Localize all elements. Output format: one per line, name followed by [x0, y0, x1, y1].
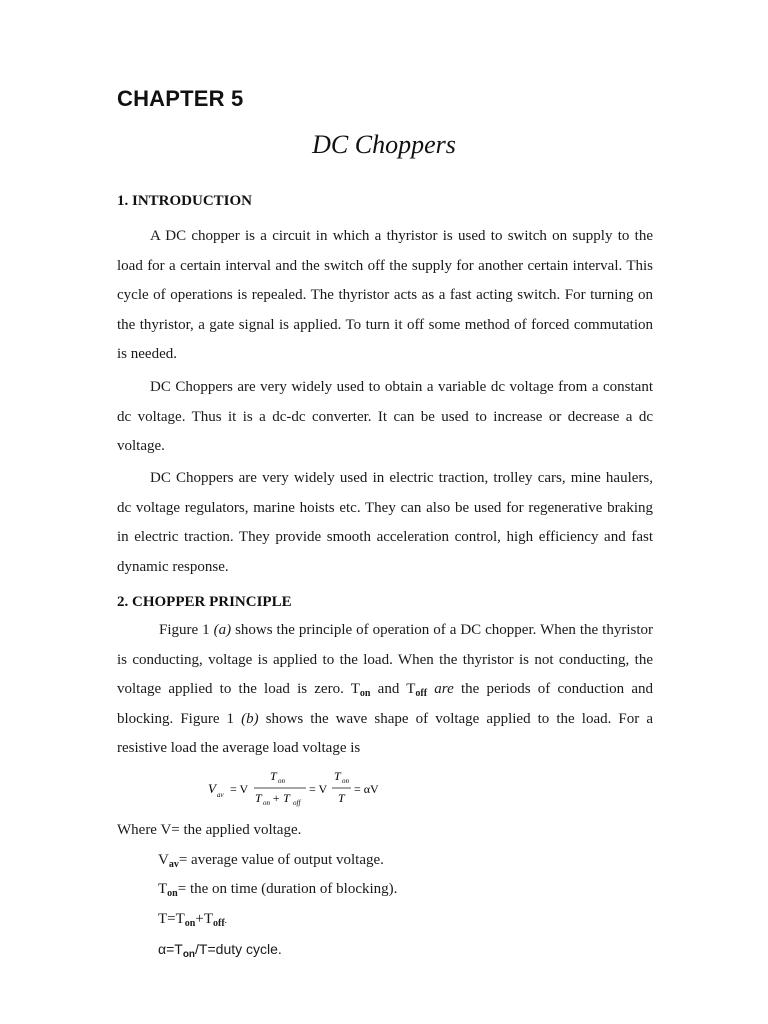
text-run: = average value of output voltage.: [178, 852, 384, 868]
formula-eq3: = αV: [354, 782, 379, 796]
text-run: and T: [370, 681, 416, 697]
text-run: /T=duty cycle.: [195, 941, 282, 957]
formula-num2-sub: on: [342, 777, 349, 785]
text-run: shows the principle of operation of a DC chopper. When the thyristor is conducting, voltage is applied to the load. When the thyristor is not conducting, the voltage applied to the load is zero. T: [117, 622, 653, 697]
formula-den2: T: [338, 791, 345, 805]
formula-lhs: V: [208, 781, 216, 796]
page-title: DC Choppers: [312, 130, 456, 159]
text-run: = the on time (duration of blocking).: [177, 881, 398, 897]
formula-den1-a: T: [255, 791, 262, 805]
definition-period: [158, 911, 227, 928]
text-run: shows the wave shape of voltage applied to the load. For a resistive load the average load voltage is: [117, 710, 653, 756]
formula-num1-sub: on: [278, 777, 285, 785]
subscript: off: [415, 688, 428, 699]
formula-lhs-sub: av: [217, 791, 224, 799]
formula-num2: T: [334, 769, 341, 783]
text-run: .: [224, 915, 227, 925]
formula-den1-plus: + T: [272, 791, 290, 805]
text-run: the periods of conduction and blocking. Figure 1: [117, 681, 653, 727]
subscript: on: [359, 688, 371, 699]
subscript: av: [168, 859, 179, 870]
section-heading-chopper-principle: 2. CHOPPER PRINCIPLE: [117, 594, 292, 610]
definition-vav: [158, 852, 384, 869]
definition-where: Where V= the applied voltage.: [117, 822, 302, 838]
text-run: V: [158, 852, 169, 868]
text-run: α=T: [158, 941, 183, 957]
paragraph-text: DC Choppers are very widely used to obtain a variable dc voltage from a constant dc voltage. Thus it is a dc-dc converter. It can be used to increase or decrease a dc voltage.: [117, 379, 653, 454]
definition-ton: [158, 881, 397, 898]
subscript: on: [167, 888, 178, 899]
formula-eq1: = V: [230, 782, 249, 796]
subscript: on: [184, 918, 196, 929]
text-run-italic: are: [434, 681, 454, 697]
subscript: on: [182, 949, 196, 960]
text-run: +T: [195, 911, 213, 927]
text-run: Figure 1: [159, 622, 214, 638]
text-run: T: [158, 881, 168, 897]
paragraph-intro-3: [117, 464, 653, 582]
definition-duty-cycle: [158, 941, 282, 960]
paragraph-text: A DC chopper is a circuit in which a thyristor is used to switch on supply to the load for a certain interval and the switch off the supply for another certain interval. This cycle of operations is repealed. The thyristor acts as a fast acting switch. For turning on the thyristor, a gate signal is applied. To turn it off some method of forced commutation is needed.: [117, 228, 653, 362]
section-heading-introduction: 1. INTRODUCTION: [117, 193, 253, 209]
text-run: T=T: [158, 911, 185, 927]
text-run-italic: (a): [213, 622, 232, 638]
text-run-italic: (b): [241, 710, 259, 727]
subscript: off: [212, 918, 225, 929]
paragraph-text: DC Choppers are very widely used in electric traction, trolley cars, mine haulers, dc voltage regulators, marine hoists etc. They can also be used for regenerative braking in electric traction. They provide smooth acceleration control, high efficiency and fast dynamic response.: [117, 470, 653, 575]
paragraph-principle: [117, 616, 653, 764]
formula-num1: T: [270, 769, 277, 783]
chapter-label: CHAPTER 5: [117, 86, 244, 111]
formula-den1-a-sub: on: [263, 799, 270, 807]
formula-eq2: = V: [309, 782, 328, 796]
average-voltage-formula: [208, 766, 408, 812]
paragraph-intro-2: [117, 373, 653, 462]
paragraph-intro-1: [117, 222, 653, 370]
formula-den1-b-sub: off: [293, 799, 301, 807]
